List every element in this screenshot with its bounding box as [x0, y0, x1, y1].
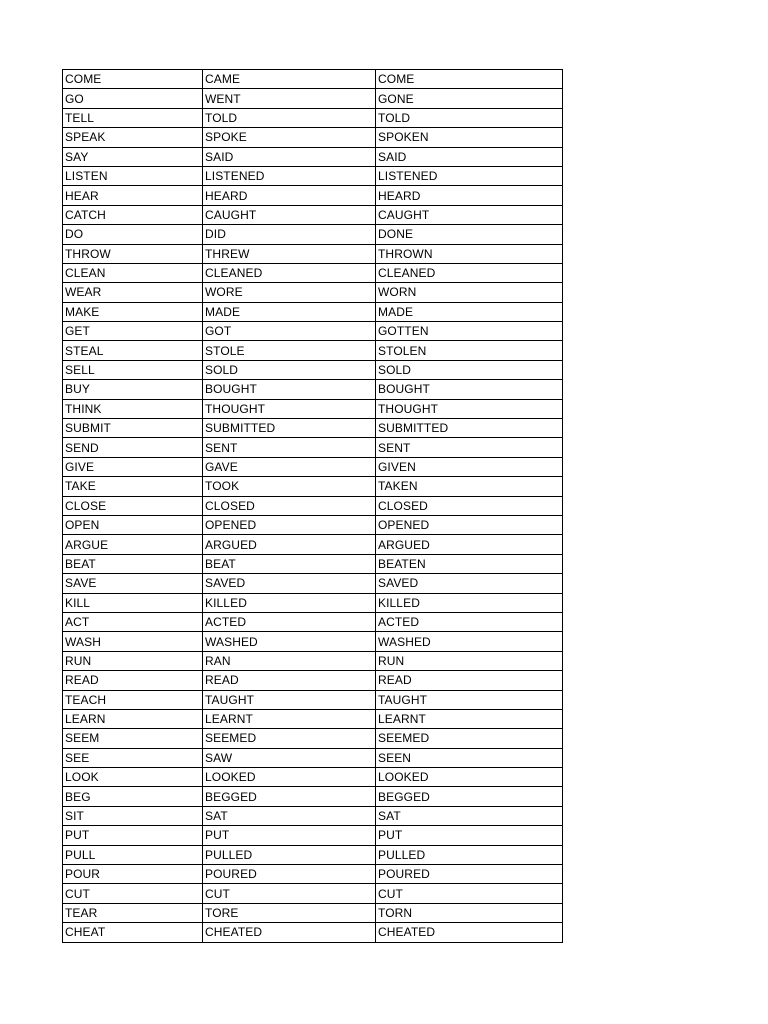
- past-simple-cell: CUT: [203, 884, 376, 903]
- past-participle-cell: SAID: [376, 147, 563, 166]
- past-simple-cell: PUT: [203, 826, 376, 845]
- table-row: [63, 225, 563, 244]
- past-simple-cell: OPENED: [203, 515, 376, 534]
- table-row: [63, 574, 563, 593]
- past-participle-cell: BEATEN: [376, 554, 563, 573]
- base-form-cell: SAVE: [63, 574, 203, 593]
- past-participle-cell: THOUGHT: [376, 399, 563, 418]
- past-participle-cell: KILLED: [376, 593, 563, 612]
- table-row: [63, 70, 563, 89]
- past-participle-cell: READ: [376, 671, 563, 690]
- base-form-cell: THROW: [63, 244, 203, 263]
- base-form-cell: SIT: [63, 806, 203, 825]
- past-simple-cell: LOOKED: [203, 768, 376, 787]
- base-form-cell: CUT: [63, 884, 203, 903]
- past-simple-cell: GAVE: [203, 457, 376, 476]
- past-simple-cell: POURED: [203, 865, 376, 884]
- past-participle-cell: WASHED: [376, 632, 563, 651]
- base-form-cell: DO: [63, 225, 203, 244]
- past-participle-cell: TOLD: [376, 108, 563, 127]
- past-simple-cell: TOOK: [203, 477, 376, 496]
- past-simple-cell: HEARD: [203, 186, 376, 205]
- past-simple-cell: SUBMITTED: [203, 419, 376, 438]
- past-simple-cell: WASHED: [203, 632, 376, 651]
- past-participle-cell: BOUGHT: [376, 380, 563, 399]
- table-row: [63, 147, 563, 166]
- table-row: [63, 729, 563, 748]
- past-participle-cell: TORN: [376, 903, 563, 922]
- past-participle-cell: CLOSED: [376, 496, 563, 515]
- past-simple-cell: THOUGHT: [203, 399, 376, 418]
- table-row: [63, 205, 563, 224]
- past-participle-cell: CAUGHT: [376, 205, 563, 224]
- past-simple-cell: LISTENED: [203, 166, 376, 185]
- past-simple-cell: CLOSED: [203, 496, 376, 515]
- table-row: [63, 89, 563, 108]
- table-row: [63, 496, 563, 515]
- table-row: [63, 845, 563, 864]
- base-form-cell: GET: [63, 322, 203, 341]
- base-form-cell: WEAR: [63, 283, 203, 302]
- past-participle-cell: SEEMED: [376, 729, 563, 748]
- past-simple-cell: CAME: [203, 70, 376, 89]
- base-form-cell: TELL: [63, 108, 203, 127]
- table-row: [63, 632, 563, 651]
- past-participle-cell: LOOKED: [376, 768, 563, 787]
- past-simple-cell: SOLD: [203, 360, 376, 379]
- table-row: [63, 108, 563, 127]
- base-form-cell: TEAR: [63, 903, 203, 922]
- base-form-cell: SUBMIT: [63, 419, 203, 438]
- table-row: [63, 593, 563, 612]
- past-simple-cell: WENT: [203, 89, 376, 108]
- table-row: [63, 748, 563, 767]
- table-row: [63, 380, 563, 399]
- past-participle-cell: BEGGED: [376, 787, 563, 806]
- table-row: [63, 341, 563, 360]
- base-form-cell: RUN: [63, 651, 203, 670]
- table-row: [63, 651, 563, 670]
- table-row: [63, 302, 563, 321]
- past-simple-cell: MADE: [203, 302, 376, 321]
- base-form-cell: CHEAT: [63, 923, 203, 942]
- base-form-cell: SAY: [63, 147, 203, 166]
- past-participle-cell: CUT: [376, 884, 563, 903]
- past-participle-cell: POURED: [376, 865, 563, 884]
- past-participle-cell: COME: [376, 70, 563, 89]
- base-form-cell: BEG: [63, 787, 203, 806]
- past-participle-cell: GOTTEN: [376, 322, 563, 341]
- base-form-cell: POUR: [63, 865, 203, 884]
- past-participle-cell: LISTENED: [376, 166, 563, 185]
- past-participle-cell: SPOKEN: [376, 128, 563, 147]
- base-form-cell: CATCH: [63, 205, 203, 224]
- table-row: [63, 419, 563, 438]
- table-row: [63, 283, 563, 302]
- base-form-cell: ARGUE: [63, 535, 203, 554]
- past-simple-cell: DID: [203, 225, 376, 244]
- past-participle-cell: OPENED: [376, 515, 563, 534]
- past-simple-cell: TORE: [203, 903, 376, 922]
- base-form-cell: SEND: [63, 438, 203, 457]
- past-simple-cell: TAUGHT: [203, 690, 376, 709]
- past-participle-cell: CHEATED: [376, 923, 563, 942]
- base-form-cell: LEARN: [63, 709, 203, 728]
- verb-table-body: [63, 70, 563, 943]
- past-participle-cell: SOLD: [376, 360, 563, 379]
- table-row: [63, 477, 563, 496]
- past-simple-cell: SAW: [203, 748, 376, 767]
- table-row: [63, 826, 563, 845]
- past-participle-cell: PUT: [376, 826, 563, 845]
- past-simple-cell: WORE: [203, 283, 376, 302]
- base-form-cell: SEE: [63, 748, 203, 767]
- table-row: [63, 360, 563, 379]
- past-participle-cell: SUBMITTED: [376, 419, 563, 438]
- past-simple-cell: RAN: [203, 651, 376, 670]
- base-form-cell: OPEN: [63, 515, 203, 534]
- base-form-cell: LISTEN: [63, 166, 203, 185]
- past-participle-cell: GIVEN: [376, 457, 563, 476]
- past-participle-cell: MADE: [376, 302, 563, 321]
- past-simple-cell: SAID: [203, 147, 376, 166]
- base-form-cell: READ: [63, 671, 203, 690]
- past-participle-cell: ACTED: [376, 612, 563, 631]
- table-row: [63, 399, 563, 418]
- base-form-cell: PULL: [63, 845, 203, 864]
- past-simple-cell: LEARNT: [203, 709, 376, 728]
- table-row: [63, 535, 563, 554]
- past-simple-cell: KILLED: [203, 593, 376, 612]
- past-simple-cell: CLEANED: [203, 263, 376, 282]
- table-row: [63, 884, 563, 903]
- table-row: [63, 554, 563, 573]
- past-simple-cell: ACTED: [203, 612, 376, 631]
- base-form-cell: SELL: [63, 360, 203, 379]
- base-form-cell: HEAR: [63, 186, 203, 205]
- base-form-cell: BEAT: [63, 554, 203, 573]
- base-form-cell: LOOK: [63, 768, 203, 787]
- past-simple-cell: THREW: [203, 244, 376, 263]
- past-participle-cell: SEEN: [376, 748, 563, 767]
- past-simple-cell: BEAT: [203, 554, 376, 573]
- past-simple-cell: SENT: [203, 438, 376, 457]
- table-row: [63, 186, 563, 205]
- past-simple-cell: TOLD: [203, 108, 376, 127]
- past-participle-cell: GONE: [376, 89, 563, 108]
- base-form-cell: GIVE: [63, 457, 203, 476]
- irregular-verbs-table: [62, 69, 563, 943]
- past-participle-cell: CLEANED: [376, 263, 563, 282]
- past-participle-cell: PULLED: [376, 845, 563, 864]
- base-form-cell: SPEAK: [63, 128, 203, 147]
- table-row: [63, 244, 563, 263]
- table-row: [63, 128, 563, 147]
- base-form-cell: SEEM: [63, 729, 203, 748]
- past-participle-cell: LEARNT: [376, 709, 563, 728]
- past-participle-cell: SENT: [376, 438, 563, 457]
- table-row: [63, 515, 563, 534]
- table-row: [63, 166, 563, 185]
- table-row: [63, 768, 563, 787]
- past-simple-cell: BOUGHT: [203, 380, 376, 399]
- past-participle-cell: HEARD: [376, 186, 563, 205]
- past-participle-cell: ARGUED: [376, 535, 563, 554]
- base-form-cell: ACT: [63, 612, 203, 631]
- base-form-cell: CLEAN: [63, 263, 203, 282]
- base-form-cell: BUY: [63, 380, 203, 399]
- past-simple-cell: SAT: [203, 806, 376, 825]
- table-row: [63, 709, 563, 728]
- base-form-cell: STEAL: [63, 341, 203, 360]
- table-row: [63, 923, 563, 942]
- past-simple-cell: SEEMED: [203, 729, 376, 748]
- past-participle-cell: STOLEN: [376, 341, 563, 360]
- table-row: [63, 263, 563, 282]
- past-simple-cell: READ: [203, 671, 376, 690]
- base-form-cell: PUT: [63, 826, 203, 845]
- table-row: [63, 903, 563, 922]
- past-participle-cell: THROWN: [376, 244, 563, 263]
- table-row: [63, 322, 563, 341]
- past-simple-cell: STOLE: [203, 341, 376, 360]
- past-simple-cell: ARGUED: [203, 535, 376, 554]
- base-form-cell: MAKE: [63, 302, 203, 321]
- table-row: [63, 438, 563, 457]
- base-form-cell: TEACH: [63, 690, 203, 709]
- past-simple-cell: PULLED: [203, 845, 376, 864]
- base-form-cell: KILL: [63, 593, 203, 612]
- table-row: [63, 865, 563, 884]
- table-row: [63, 690, 563, 709]
- base-form-cell: CLOSE: [63, 496, 203, 515]
- past-participle-cell: SAVED: [376, 574, 563, 593]
- past-participle-cell: TAKEN: [376, 477, 563, 496]
- past-participle-cell: RUN: [376, 651, 563, 670]
- table-row: [63, 457, 563, 476]
- base-form-cell: GO: [63, 89, 203, 108]
- table-row: [63, 612, 563, 631]
- base-form-cell: COME: [63, 70, 203, 89]
- past-simple-cell: BEGGED: [203, 787, 376, 806]
- past-simple-cell: CAUGHT: [203, 205, 376, 224]
- past-simple-cell: SPOKE: [203, 128, 376, 147]
- past-participle-cell: TAUGHT: [376, 690, 563, 709]
- table-row: [63, 806, 563, 825]
- past-participle-cell: WORN: [376, 283, 563, 302]
- table-row: [63, 671, 563, 690]
- base-form-cell: THINK: [63, 399, 203, 418]
- past-simple-cell: CHEATED: [203, 923, 376, 942]
- base-form-cell: WASH: [63, 632, 203, 651]
- past-simple-cell: SAVED: [203, 574, 376, 593]
- base-form-cell: TAKE: [63, 477, 203, 496]
- past-simple-cell: GOT: [203, 322, 376, 341]
- past-participle-cell: DONE: [376, 225, 563, 244]
- table-row: [63, 787, 563, 806]
- past-participle-cell: SAT: [376, 806, 563, 825]
